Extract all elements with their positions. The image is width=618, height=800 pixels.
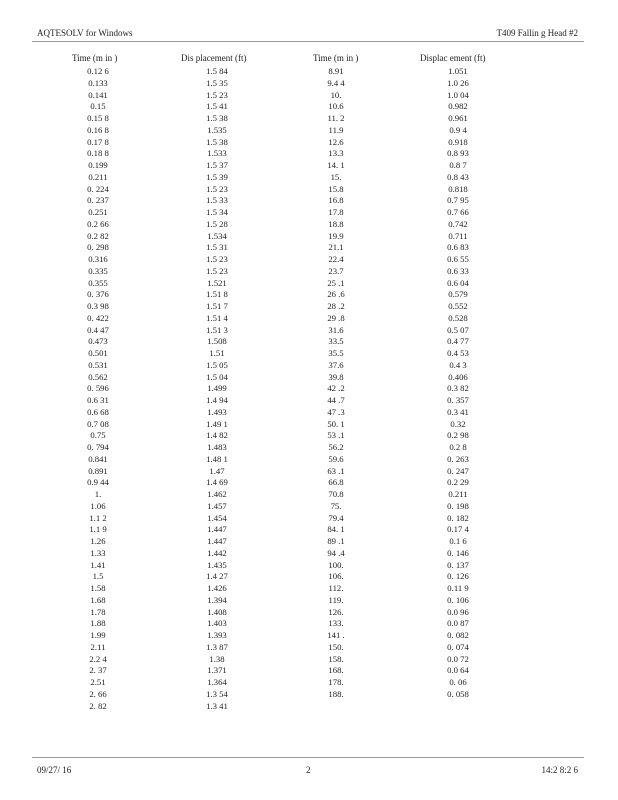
table-cell: 0.6 83 xyxy=(447,242,469,253)
table-cell: 12.6 xyxy=(328,136,344,147)
table-cell: 0.918 xyxy=(448,136,468,147)
table-cell: 19.9 xyxy=(328,230,344,241)
table-cell: 0. 298 xyxy=(87,242,109,253)
table-cell: 1.394 xyxy=(207,594,227,605)
table-cell: 16.8 xyxy=(328,195,344,206)
table-cell: 0.0 64 xyxy=(447,665,469,676)
table-cell: 0.891 xyxy=(88,465,108,476)
table-cell: 1.51 8 xyxy=(206,289,228,300)
table-cell: 0.8 93 xyxy=(447,148,469,159)
table-cell: 0.335 xyxy=(88,265,108,276)
table-cell: 1.493 xyxy=(207,406,227,417)
table-cell: 0.6 04 xyxy=(447,277,469,288)
table-cell: 1.0 04 xyxy=(447,89,469,100)
table-cell: 0.2 66 xyxy=(87,218,109,229)
table-cell: 1.06 xyxy=(90,500,106,511)
table-cell: 2.11 xyxy=(90,641,106,652)
table-cell: 0.8 43 xyxy=(447,171,469,182)
table-cell: 1.5 04 xyxy=(206,371,228,382)
table-cell: 2. 37 xyxy=(89,665,107,676)
table-cell: 0.11 9 xyxy=(447,583,469,593)
table-cell: 42 .2 xyxy=(327,383,345,394)
table-cell: 100. xyxy=(328,559,344,570)
table-cell: 0.75 xyxy=(90,430,106,441)
table-cell: 1.5 31 xyxy=(206,242,228,253)
table-cell: 1.41 xyxy=(90,559,106,570)
app-title: AQTESOLV for Windows xyxy=(37,28,133,38)
table-cell: 188. xyxy=(328,688,344,699)
table-cell: 17.8 xyxy=(328,207,344,217)
table-cell: 0.18 8 xyxy=(87,148,109,159)
table-cell: 0.8 7 xyxy=(449,160,467,170)
table-cell: 150. xyxy=(328,641,344,652)
table-cell: 0.17 8 xyxy=(87,136,109,147)
table-cell: 1.442 xyxy=(207,547,227,558)
header-displacement-right: Displac ement (ft) xyxy=(420,53,486,63)
table-cell: 0. 074 xyxy=(447,641,469,652)
test-title: T409 Fallin g Head #2 xyxy=(496,28,578,38)
table-cell: 1.447 xyxy=(207,524,227,535)
table-cell: 1.535 xyxy=(207,124,227,135)
table-cell: 1.371 xyxy=(207,665,227,676)
table-cell: 1.457 xyxy=(207,500,227,511)
table-cell: 15. xyxy=(330,171,342,182)
table-cell: 0.3 82 xyxy=(447,383,469,394)
table-cell: 1.4 27 xyxy=(206,571,228,582)
table-cell: 2.51 xyxy=(90,677,106,687)
table-cell: 0.406 xyxy=(448,371,468,382)
table-cell: 126. xyxy=(328,606,344,617)
table-cell: 23.7 xyxy=(328,265,344,276)
table-cell: 35.5 xyxy=(328,348,344,358)
table-cell: 0.2 8 xyxy=(449,442,467,452)
table-cell: 22.4 xyxy=(328,254,344,264)
table-cell: 59.6 xyxy=(328,453,344,464)
table-cell: 0. 247 xyxy=(447,465,469,476)
table-cell: 0. 422 xyxy=(87,312,109,323)
table-cell: 1.5 23 xyxy=(206,183,228,194)
table-cell: 1.5 41 xyxy=(206,101,228,112)
table-cell: 1.483 xyxy=(207,442,227,452)
table-cell: 1.5 84 xyxy=(206,66,228,76)
table-cell: 1.51 3 xyxy=(206,324,228,335)
table-cell: 1.4 82 xyxy=(206,430,228,441)
table-cell: 1.3 54 xyxy=(206,688,228,699)
table-cell: 1.408 xyxy=(207,606,227,617)
table-cell: 119. xyxy=(328,594,344,605)
table-cell: 0. 198 xyxy=(447,500,469,511)
table-cell: 0.982 xyxy=(448,101,468,112)
table-cell: 25 .1 xyxy=(327,277,345,288)
table-cell: 1.68 xyxy=(90,594,106,605)
table-cell: 1.534 xyxy=(207,230,227,241)
table-cell: 0.7 95 xyxy=(447,195,469,206)
table-cell: 0.841 xyxy=(88,453,108,464)
table-cell: 1.5 28 xyxy=(206,218,228,229)
table-cell: 1.38 xyxy=(209,653,225,664)
table-cell: 0.501 xyxy=(88,348,108,358)
table-cell: 0.0 72 xyxy=(447,653,469,664)
table-cell: 1.47 xyxy=(209,465,225,476)
table-cell: 1.51 7 xyxy=(206,301,228,311)
table-cell: 1.3 41 xyxy=(206,700,228,711)
table-cell: 0.562 xyxy=(88,371,108,382)
table-cell: 0.4 77 xyxy=(447,336,469,347)
table-cell: 11. 2 xyxy=(327,113,345,123)
table-cell: 1.5 23 xyxy=(206,265,228,276)
table-cell: 0.211 xyxy=(88,171,108,182)
table-cell: 31.6 xyxy=(328,324,344,335)
table-cell: 1.51 xyxy=(209,348,225,358)
footer-date: 09/27/ 16 xyxy=(37,765,72,775)
table-cell: 0.1 6 xyxy=(449,536,467,546)
table-cell: 0.3 41 xyxy=(447,406,469,417)
table-cell: 2. 66 xyxy=(89,688,107,699)
table-cell: 0.473 xyxy=(88,336,108,347)
table-cell: 0.531 xyxy=(88,359,108,370)
table-cell: 0.2 98 xyxy=(447,430,469,441)
table-cell: 1.508 xyxy=(207,336,227,347)
table-cell: 0.15 xyxy=(90,101,106,112)
table-cell: 53 .1 xyxy=(327,430,345,441)
table-cell: 33.5 xyxy=(328,336,344,347)
table-cell: 0. 082 xyxy=(447,630,469,640)
table-cell: 0.579 xyxy=(448,289,468,300)
table-cell: 0.6 33 xyxy=(447,265,469,276)
table-cell: 1.5 23 xyxy=(206,89,228,100)
table-cell: 79.4 xyxy=(328,512,344,523)
table-cell: 0.7 08 xyxy=(87,418,109,429)
table-cell: 0. 058 xyxy=(447,688,469,699)
table-cell: 1.533 xyxy=(207,148,227,159)
table-cell: 10. xyxy=(330,89,342,100)
table-cell: 0. 237 xyxy=(87,195,109,206)
table-cell: 0.12 6 xyxy=(87,66,109,76)
footer-time: 14:2 8:2 6 xyxy=(541,765,578,775)
table-cell: 0.961 xyxy=(448,113,468,123)
table-cell: 0.16 8 xyxy=(87,124,109,135)
table-cell: 1. xyxy=(94,489,102,499)
table-cell: 1.1 2 xyxy=(89,512,107,523)
table-cell: 0.17 4 xyxy=(447,524,469,535)
table-cell: 0.528 xyxy=(448,312,468,323)
table-cell: 1.48 1 xyxy=(206,453,228,464)
table-cell: 1.88 xyxy=(90,618,106,629)
table-cell: 1.5 39 xyxy=(206,171,228,182)
header-time-left: Time (m in ) xyxy=(72,53,118,63)
table-cell: 0.711 xyxy=(448,230,468,241)
table-cell: 29 .8 xyxy=(327,312,345,323)
table-cell: 0. 146 xyxy=(447,547,469,558)
table-cell: 0.141 xyxy=(88,89,108,100)
footer-divider xyxy=(32,757,584,758)
table-cell: 47 .3 xyxy=(327,406,345,417)
table-cell: 0.2 82 xyxy=(87,230,109,241)
table-cell: 0.199 xyxy=(88,160,108,170)
table-cell: 8.91 xyxy=(328,66,344,76)
table-cell: 56.2 xyxy=(328,442,344,452)
table-cell: 0. 794 xyxy=(87,442,109,452)
table-cell: 1.4 94 xyxy=(206,395,228,405)
table-cell: 0.15 8 xyxy=(87,113,109,123)
table-cell: 1.5 38 xyxy=(206,113,228,123)
table-cell: 0.7 66 xyxy=(447,207,469,217)
table-cell: 0.6 68 xyxy=(87,406,109,417)
table-cell: 0.251 xyxy=(88,207,108,217)
table-cell: 0.9 44 xyxy=(87,477,109,488)
table-cell: 141 . xyxy=(327,630,345,640)
table-cell: 0. 106 xyxy=(447,594,469,605)
table-cell: 63 .1 xyxy=(327,465,345,476)
table-cell: 21.1 xyxy=(328,242,344,253)
table-cell: 0.0 96 xyxy=(447,606,469,617)
table-cell: 1.499 xyxy=(207,383,227,394)
table-cell: 26 .6 xyxy=(327,289,345,300)
table-cell: 1.462 xyxy=(207,489,227,499)
table-cell: 0.552 xyxy=(448,301,468,311)
time-column-right xyxy=(310,66,362,701)
table-cell: 15.8 xyxy=(328,183,344,194)
table-cell: 11.9 xyxy=(328,124,344,135)
table-cell: 0.211 xyxy=(448,489,468,499)
table-cell: 0. 357 xyxy=(447,395,469,405)
table-cell: 1.426 xyxy=(207,583,227,593)
table-cell: 1.3 87 xyxy=(206,641,228,652)
table-cell: 1.5 05 xyxy=(206,359,228,370)
table-cell: 0.2 29 xyxy=(447,477,469,488)
table-cell: 133. xyxy=(328,618,344,629)
table-cell: 44 .7 xyxy=(327,395,345,405)
table-cell: 1.051 xyxy=(448,66,468,76)
table-cell: 0.355 xyxy=(88,277,108,288)
table-cell: 0.4 53 xyxy=(447,348,469,358)
table-cell: 0.742 xyxy=(448,218,468,229)
table-cell: 0. 376 xyxy=(87,289,109,300)
page-number: 2 xyxy=(306,765,311,775)
table-cell: 1.26 xyxy=(90,536,106,546)
table-cell: 1.521 xyxy=(207,277,227,288)
table-cell: 1.99 xyxy=(90,630,106,640)
table-cell: 0.3 98 xyxy=(87,301,109,311)
table-cell: 18.8 xyxy=(328,218,344,229)
table-cell: 0.9 4 xyxy=(449,124,467,135)
table-cell: 178. xyxy=(328,677,344,687)
table-cell: 168. xyxy=(328,665,344,676)
table-cell: 14. 1 xyxy=(327,160,345,170)
table-cell: 10.6 xyxy=(328,101,344,112)
table-cell: 0. 182 xyxy=(447,512,469,523)
table-cell: 0. 137 xyxy=(447,559,469,570)
table-cell: 0.4 47 xyxy=(87,324,109,335)
table-cell: 1.454 xyxy=(207,512,227,523)
table-cell: 1.364 xyxy=(207,677,227,687)
table-cell: 1.435 xyxy=(207,559,227,570)
table-cell: 75. xyxy=(330,500,342,511)
table-cell: 13.3 xyxy=(328,148,344,159)
table-cell: 2.2 4 xyxy=(89,653,107,664)
table-cell: 1.5 33 xyxy=(206,195,228,206)
table-cell: 70.8 xyxy=(328,489,344,499)
table-cell: 0. 263 xyxy=(447,453,469,464)
table-cell: 37.6 xyxy=(328,359,344,370)
table-cell: 9.4 4 xyxy=(327,77,345,88)
table-cell: 0.316 xyxy=(88,254,108,264)
table-cell: 106. xyxy=(328,571,344,582)
table-cell: 1.5 37 xyxy=(206,160,228,170)
table-cell: 0.5 07 xyxy=(447,324,469,335)
table-cell: 50. 1 xyxy=(327,418,345,429)
table-cell: 0.6 55 xyxy=(447,254,469,264)
displacement-column-left xyxy=(189,66,245,712)
displacement-column-right xyxy=(430,66,486,701)
table-cell: 2. 82 xyxy=(89,700,107,711)
table-cell: 0. 596 xyxy=(87,383,109,394)
table-cell: 1.1 9 xyxy=(89,524,107,535)
table-cell: 39.8 xyxy=(328,371,344,382)
header-displacement-left: Dis placement (ft) xyxy=(181,53,247,63)
table-cell: 1.51 4 xyxy=(206,312,228,323)
table-cell: 1.78 xyxy=(90,606,106,617)
table-cell: 66.8 xyxy=(328,477,344,488)
table-cell: 0.0 87 xyxy=(447,618,469,629)
table-cell: 1.4 69 xyxy=(206,477,228,488)
table-cell: 94 .4 xyxy=(327,547,345,558)
table-cell: 0.818 xyxy=(448,183,468,194)
table-cell: 1.5 23 xyxy=(206,254,228,264)
header-divider xyxy=(32,41,584,42)
table-cell: 0. 06 xyxy=(449,677,467,687)
table-cell: 1.5 35 xyxy=(206,77,228,88)
table-cell: 0.133 xyxy=(88,77,108,88)
table-cell: 1.49 1 xyxy=(206,418,228,429)
time-column-left xyxy=(72,66,124,712)
table-cell: 158. xyxy=(328,653,344,664)
table-cell: 112. xyxy=(328,583,344,593)
table-cell: 89 .1 xyxy=(327,536,345,546)
header-time-right: Time (m in ) xyxy=(313,53,359,63)
table-cell: 1.58 xyxy=(90,583,106,593)
table-cell: 1.447 xyxy=(207,536,227,546)
table-cell: 1.403 xyxy=(207,618,227,629)
table-cell: 28 .2 xyxy=(327,301,345,311)
table-cell: 1.33 xyxy=(90,547,106,558)
table-cell: 1.393 xyxy=(207,630,227,640)
table-cell: 0.32 xyxy=(450,418,466,429)
table-cell: 1.5 xyxy=(92,571,104,582)
table-cell: 0. 126 xyxy=(447,571,469,582)
table-cell: 0.6 31 xyxy=(87,395,109,405)
table-cell: 1.0 26 xyxy=(447,77,469,88)
table-cell: 1.5 38 xyxy=(206,136,228,147)
table-cell: 84. 1 xyxy=(327,524,345,535)
table-cell: 0. 224 xyxy=(87,183,109,194)
table-cell: 1.5 34 xyxy=(206,207,228,217)
table-cell: 0.4 3 xyxy=(449,359,467,370)
